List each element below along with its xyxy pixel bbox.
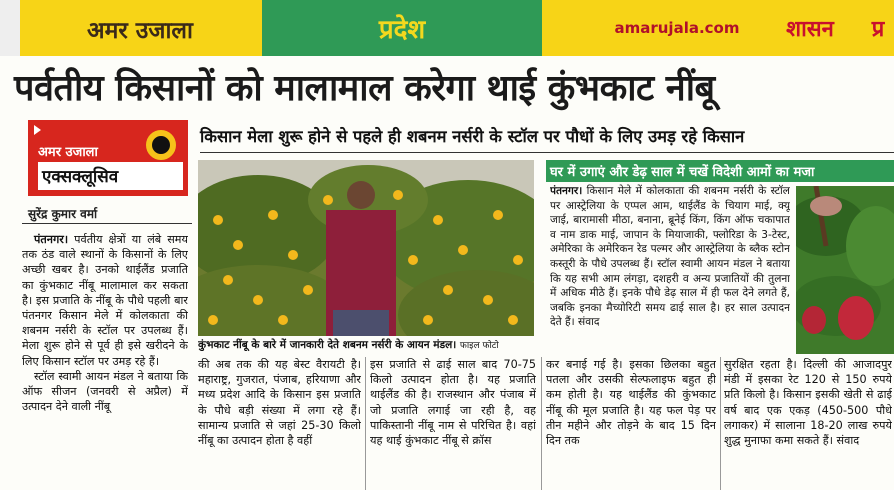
story-column-5: सुरक्षित रहता है। दिल्ली की आजादपुर मंडी में इसका रेट 120 से 150 रुपये प्रति किलो है। किसान इसकी खेती से ढाई वर्ष बाद एक एकड़ (450-500 पौधे लगाकर) में सालाना 18-20 लाख रुपये शुद्ध मुनाफा कमा सकते हैं। संवाद — [724, 358, 892, 448]
byline: सुरेंद्र कुमार वर्मा — [28, 207, 98, 221]
subheadline-rule — [200, 152, 894, 153]
mango-photo — [796, 186, 894, 354]
column-divider-3 — [541, 357, 542, 490]
story-column-2: की अब तक की यह बेस्ट वैरायटी है। महाराष्ट्र, गुजरात, पंजाब, हरियाणा और मध्य प्रदेश आदि के किसान इस प्रजाति के पौधे बड़ी संख्या में लगा रहे हैं। सामान्य प्रजाति से जहां 25-30 किलो नींबू का उत्पादन होता है वहीं — [198, 358, 361, 448]
column-divider-4 — [720, 357, 721, 490]
subheadline: किसान मेला शुरू होने से पहले ही शबनम नर्सरी के स्टॉल पर पौधों के लिए उमड़ रहे किसान — [200, 127, 745, 146]
article-photo — [198, 160, 534, 336]
next-section-tail: प्र — [871, 17, 885, 42]
story-column-3: इस प्रजाति से ढाई साल बाद 70-75 किलो उत्पादन होता है। यह प्रजाति थाईलैंड की है। राजस्थान और पंजाब में जो प्रजाति लगाई जा रही है, वह पाकिस्तानी नींबू नाम से परिचित है। वहां यह थाई कुंभकाट नींबू से क्रॉस — [370, 358, 536, 448]
website-label: amarujala.com — [614, 19, 740, 37]
mango-box-title: घर में उगाएं और डेढ़ साल में चखें विदेशी आमों का मजा — [546, 160, 894, 182]
exclusive-label: एक्सक्लूसिव — [38, 162, 183, 190]
section-title: प्रदेश — [378, 15, 426, 45]
byline-rule — [22, 223, 192, 224]
mango-tree-image — [796, 186, 894, 354]
play-icon — [34, 125, 41, 135]
dateline: पंतनगर। — [34, 233, 69, 246]
photo-caption — [198, 338, 534, 356]
mango-dateline: पंतनगर। — [550, 185, 583, 197]
story-column-4: कर बनाई गई है। इसका छिलका बहुत पतला और उसकी सेल्फलाइफ बहुत ही कम होती है। यह थाईलैंड की कुंभकाट नींबू की मूल प्रजाति है। यह फल पेड़ पर तीन महीने और तोड़ने के बाद 15 दिन दिन तक — [546, 358, 716, 448]
photo-credit: फाइल फोटो — [459, 341, 499, 351]
column-divider-2 — [365, 357, 366, 490]
lemon-orchard-image — [198, 160, 534, 336]
exclusive-brand: अमर उजाला — [38, 145, 98, 160]
masthead-bar-left-strip — [0, 0, 20, 56]
headline: पर्वतीय किसानों को मालामाल करेगा थाई कुंभकाट नींबू — [14, 68, 715, 109]
column-1-paragraph-2: स्टॉल स्वामी आयन मंडल ने बताया कि ऑफ सीजन (जनवरी से अप्रैल) में उत्पादन देने वाली नींबू — [22, 369, 188, 414]
column-1-paragraph-1: पर्वतीय क्षेत्रों या लंबे समय तक ठंड वाले स्थानों के किसानों के लिए अच्छी खबर है। उनको थाईलैंड प्रजाति का कुंभकाट नींबू मालामाल कर सकता है। इस प्रजाति के नींबू के पौधे पहली बार पंतनगर किसान मेले में कोलकाता की शबनम नर्सरी के स्टॉल पर उपलब्ध हैं। मेला शुरू होने से पूर्व ही इसे खरीदने के लिए किसान स्टॉल पर उमड़ रहे हैं। — [22, 233, 188, 368]
mango-paragraph: किसान मेले में कोलकाता की शबनम नर्सरी के स्टॉल पर आस्ट्रेलिया के एप्पल आम, थाईलैंड के चियाग माई, क्यू जाई, बारामासी मीठा, बनाना, ब्रूनेई किंग, किंग ऑफ चकापात व नाम डाक माई, जापान के मियाजाकी, फ्लोरिडा के 3-टेस्ट, अमेरिका के अमेरिकन रेड पल्मर और आस्ट्रेलिया के ब्लैक स्टोन कस्तूरी के पौधे उपलब्ध हैं। स्टॉल स्वामी आयन मंडल ने बताया कि यह सभी आम लंगड़ा, दशहरी व अन्य प्रजातियों की तुलना में अधिक मीठे हैं। इनके पौधे डेढ़ साल में ही फल देने लगते हैं, जबकि इनका मैच्योरिटी समय ढाई साल है। हर साल उत्पादन देते हैं। संवाद — [550, 185, 790, 329]
photo-caption-text: कुंभकाट नींबू के बारे में जानकारी देते शबनम नर्सरी के आयन मंडल। — [198, 339, 457, 351]
next-section-label: शासन — [786, 17, 834, 42]
mango-box-text — [550, 184, 790, 354]
magnifier-icon — [146, 130, 176, 160]
brand-logo: अमर उजाला — [87, 17, 193, 44]
story-column-1 — [22, 232, 188, 490]
exclusive-badge — [28, 120, 188, 196]
